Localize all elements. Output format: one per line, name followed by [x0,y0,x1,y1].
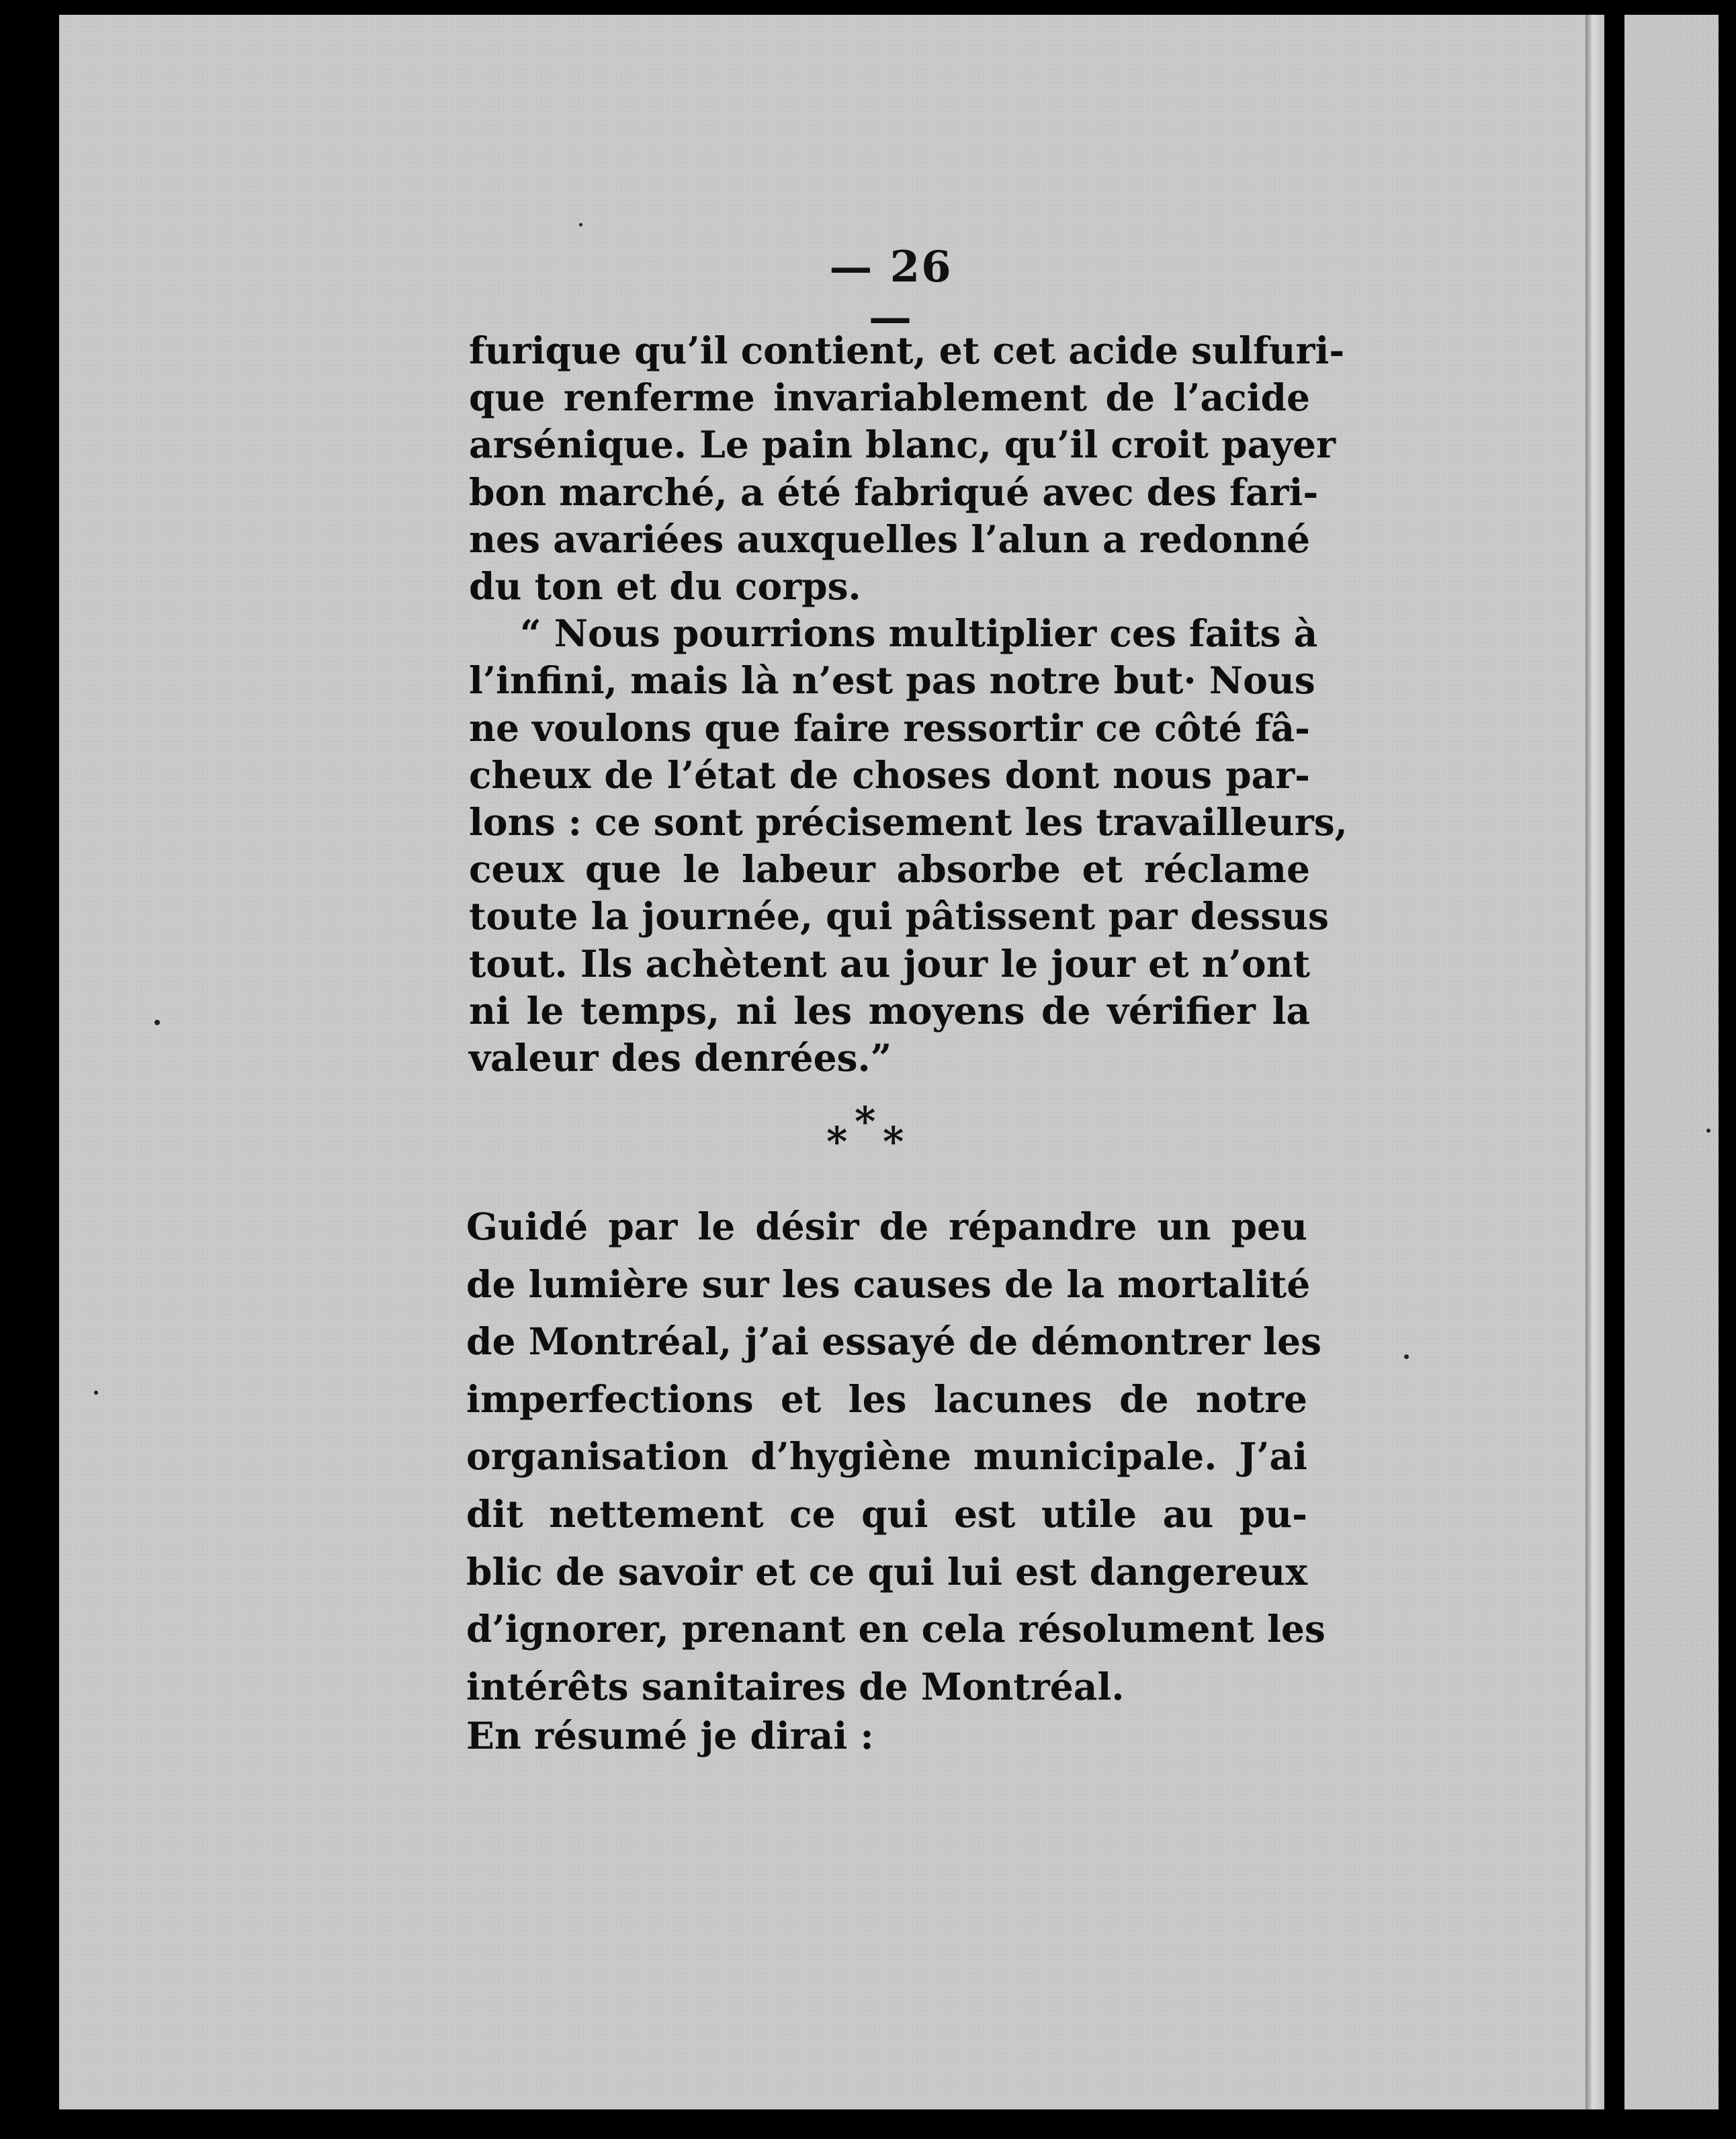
text-line: lons : ce sont précisement les travailleurs, [469,800,1348,844]
text-line: que renferme invariablement de l’acide [469,376,1310,420]
page-edge [1586,15,1604,2109]
body-text-top [469,327,1348,1082]
text-line: de Montréal, j’ai essayé de démontrer les [466,1319,1322,1364]
scan-speck [1404,1354,1409,1359]
asterism-star: * [826,1119,848,1166]
text-line: “ Nous pourrions multiplier ces faits à [520,611,1318,656]
page-gutter [1604,15,1624,2109]
text-line: ne voulons que faire ressortir ce côté fâ- [469,705,1310,750]
text-line: organisation d’hygiène municipale. J’ai [466,1434,1307,1479]
closing-line: En résumé je dirai : [466,1714,874,1758]
text-line: l’infini, mais là n’est pas notre but· Nous [469,658,1315,703]
scan-speck [155,1020,160,1025]
text-line: intérêts sanitaires de Montréal. [466,1664,1125,1708]
text-line: nes avariées auxquelles l’alun a redonné [469,517,1310,561]
scan-speck [579,223,582,226]
body-text-bottom [466,1198,1326,1765]
asterism-separator [806,1098,941,1196]
text-line: ceux que le labeur absorbe et réclame [469,847,1310,891]
text-line: tout. Ils achètent au jour le jour et n’ont [469,941,1310,986]
text-line: ni le temps, ni les moyens de vérifier la [469,988,1310,1033]
asterism-star: * [855,1098,876,1145]
text-line: dit nettement ce qui est utile au pu- [466,1491,1307,1536]
text-line: imperfections et les lacunes de notre [466,1377,1307,1421]
text-line: bon marché, a été fabriqué avec des fari- [469,470,1319,514]
asterism-star: * [883,1119,904,1166]
text-line: arsénique. Le pain blanc, qu’il croit payer [469,423,1336,467]
scan-speck [94,1391,98,1395]
adjacent-page-strip [1624,15,1719,2109]
text-line: de lumière sur les causes de la mortalité [466,1262,1311,1306]
page-number: — 26 — [829,242,953,343]
text-line: valeur des denrées.” [469,1036,892,1080]
text-line: du ton et du corps. [469,564,861,609]
text-line: Guidé par le désir de répandre un peu [466,1205,1307,1248]
text-line: cheux de l’état de choses dont nous par- [469,752,1310,797]
text-line: d’ignorer, prenant en cela résolument les [466,1607,1326,1651]
text-line: blic de savoir et ce qui lui est dangereux [466,1549,1307,1594]
scan-speck [1706,1129,1710,1133]
text-line: toute la journée, qui pâtissent par dessus [469,894,1330,938]
text-line: furique qu’il contient, et cet acide sulfuri- [469,329,1345,372]
